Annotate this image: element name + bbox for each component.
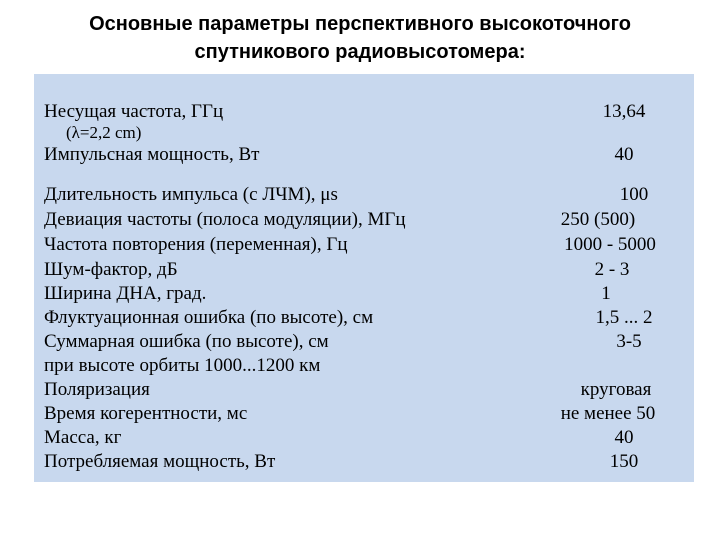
param-value: 40 [614,427,634,448]
param-value: круговая [580,379,652,400]
param-label: Флуктуационная ошибка (по высоте), см [44,307,374,328]
param-value: 1000 - 5000 [564,234,656,255]
param-label: Ширина ДНА, град. [44,283,207,304]
param-row-power-consumption [44,450,674,474]
param-label: Шум-фактор, дБ [44,259,178,280]
param-label: при высоте орбиты 1000...1200 км [44,355,321,376]
param-row-repetition-rate [44,233,674,257]
param-value: не менее 50 [560,403,656,424]
param-label: Частота повторения (переменная), Гц [44,234,348,255]
param-value: 150 [609,451,639,472]
param-row-coherence-time [44,402,674,426]
param-value: 100 [619,184,649,205]
param-value: 40 [614,144,634,165]
param-label: Несущая частота, ГГц [44,101,224,122]
param-sublabel-wavelength: (λ=2,2 cm) [66,123,142,142]
param-row-beam-width [44,282,674,306]
title-line-2: спутникового радиовысотомера: [194,41,526,63]
param-row-pulse-power [44,143,674,167]
param-value: 13,64 [602,101,646,122]
param-row-polarization [44,378,674,402]
title-line-1: Основные параметры перспективного высокоточного [89,13,631,35]
param-row-mass [44,426,674,450]
param-value: 1,5 ... 2 [595,307,653,328]
param-label: Время когерентности, мс [44,403,248,424]
param-row-carrier-frequency [44,100,674,124]
param-value: 3-5 [616,331,642,352]
param-row-orbit-altitude [44,354,674,378]
param-row-noise-factor [44,258,674,282]
param-label: Длительность импульса (с ЛЧМ), μs [44,184,338,205]
param-label: Поляризация [44,379,150,400]
param-value: 250 (500) [560,209,636,230]
param-label: Масса, кг [44,427,122,448]
param-value: 1 [601,283,611,304]
param-row-frequency-deviation [44,208,674,232]
param-label: Потребляемая мощность, Вт [44,451,276,472]
param-label: Девиация частоты (полоса модуляции), МГц [44,209,406,230]
param-row-fluctuation-error [44,306,674,330]
param-label: Суммарная ошибка (по высоте), см [44,331,329,352]
param-row-total-error [44,330,674,354]
param-label: Импульсная мощность, Вт [44,144,260,165]
param-value: 2 - 3 [594,259,630,280]
param-row-pulse-duration [44,183,674,207]
slide-title [0,10,720,66]
